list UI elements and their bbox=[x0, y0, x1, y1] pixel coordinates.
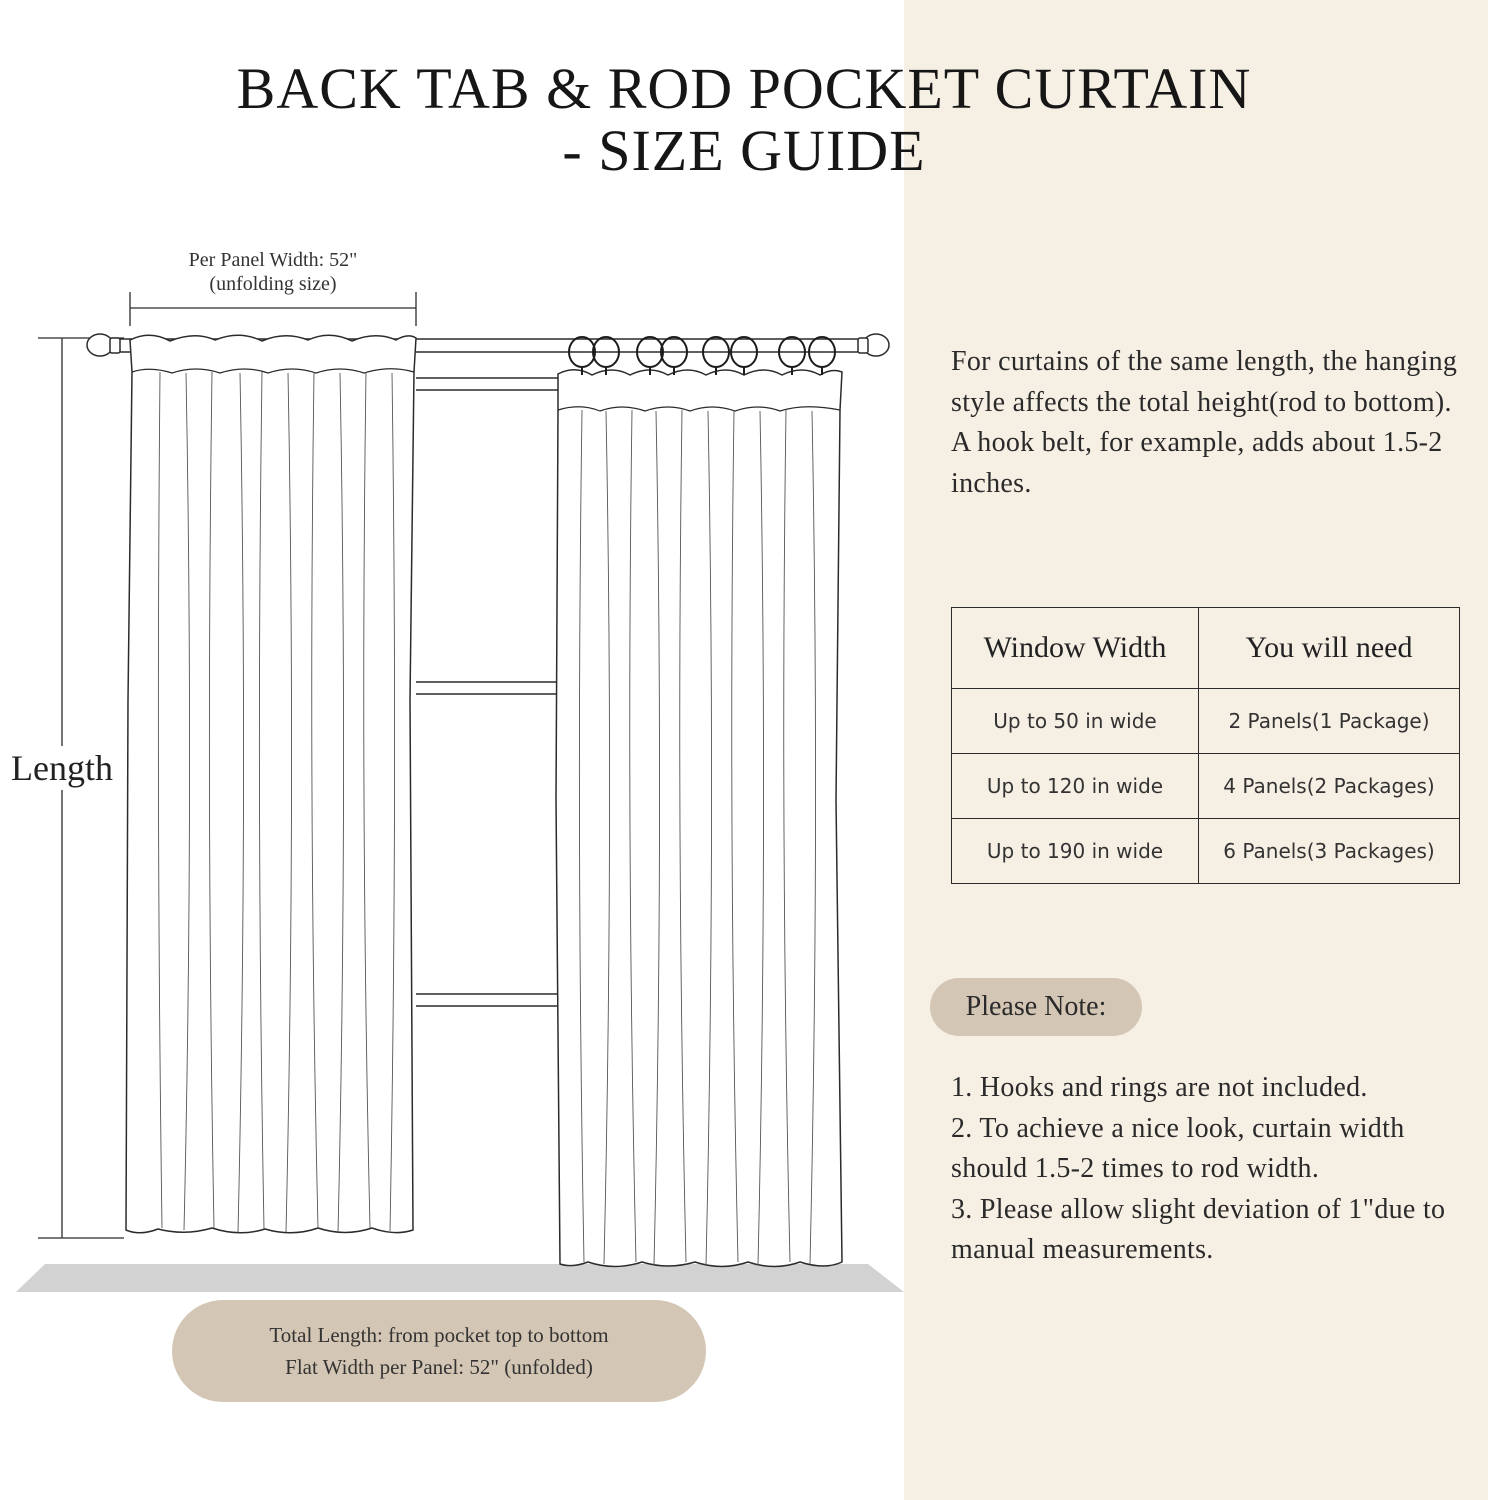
header-you-will-need: You will need bbox=[1199, 608, 1460, 689]
notes-list bbox=[951, 1068, 1481, 1271]
total-length-text: Total Length: from pocket top to bottom bbox=[269, 1323, 609, 1347]
list-item: 3. Please allow slight deviation of 1"due to manual measurements. bbox=[951, 1193, 1446, 1265]
size-table bbox=[951, 607, 1460, 884]
please-note-badge: Please Note: bbox=[930, 978, 1142, 1036]
header-window-width: Window Width bbox=[952, 608, 1199, 689]
table-cell-need: 2 Panels(1 Package) bbox=[1199, 689, 1460, 754]
table-row bbox=[952, 819, 1460, 884]
panel-width-note: (unfolding size) bbox=[209, 273, 337, 295]
floor-shadow bbox=[16, 1264, 904, 1292]
table-cell-width: Up to 190 in wide bbox=[952, 819, 1199, 884]
table-header-row bbox=[952, 608, 1460, 689]
flat-width-text: Flat Width per Panel: 52" (unfolded) bbox=[285, 1355, 593, 1379]
panel-width-value: Per Panel Width: 52" bbox=[188, 249, 358, 271]
width-dimension bbox=[130, 292, 416, 326]
table-row bbox=[952, 754, 1460, 819]
list-item: 1. Hooks and rings are not included. bbox=[951, 1072, 1368, 1103]
title-line-2: - SIZE GUIDE bbox=[562, 118, 926, 183]
title-line-1: BACK TAB & ROD POCKET CURTAIN bbox=[236, 56, 1252, 121]
total-length-pill bbox=[172, 1300, 706, 1402]
table-cell-need: 6 Panels(3 Packages) bbox=[1199, 819, 1460, 884]
panel-width-label bbox=[130, 248, 416, 296]
list-item: 2. To achieve a nice look, curtain width should 1.5-2 times to rod width. bbox=[951, 1112, 1405, 1184]
table-cell-width: Up to 120 in wide bbox=[952, 754, 1199, 819]
table-row bbox=[952, 689, 1460, 754]
window-frame bbox=[416, 378, 560, 1006]
table-cell-width: Up to 50 in wide bbox=[952, 689, 1199, 754]
intro-paragraph: For curtains of the same length, the hanging style affects the total height(rod to bottom). A hook belt, for example, adds about 1.5-2 inches. bbox=[951, 346, 1458, 499]
table-cell-need: 4 Panels(2 Packages) bbox=[1199, 754, 1460, 819]
left-curtain-panel bbox=[126, 335, 416, 1233]
length-label: Length bbox=[0, 746, 124, 790]
right-curtain-panel bbox=[556, 337, 842, 1267]
